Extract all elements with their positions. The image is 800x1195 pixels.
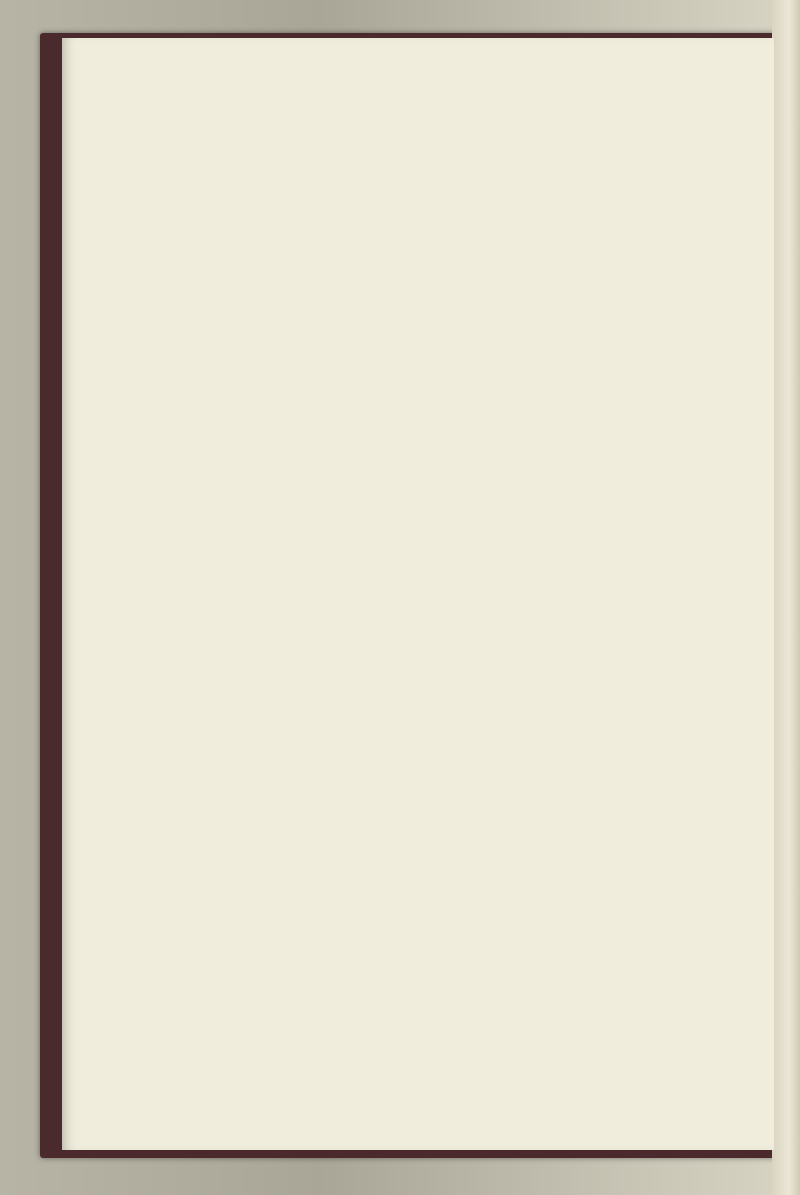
book-page — [62, 38, 774, 1150]
facing-page-bleed-text — [776, 10, 798, 1160]
bottom-text-section — [122, 656, 773, 1018]
top-text-section — [112, 182, 774, 652]
